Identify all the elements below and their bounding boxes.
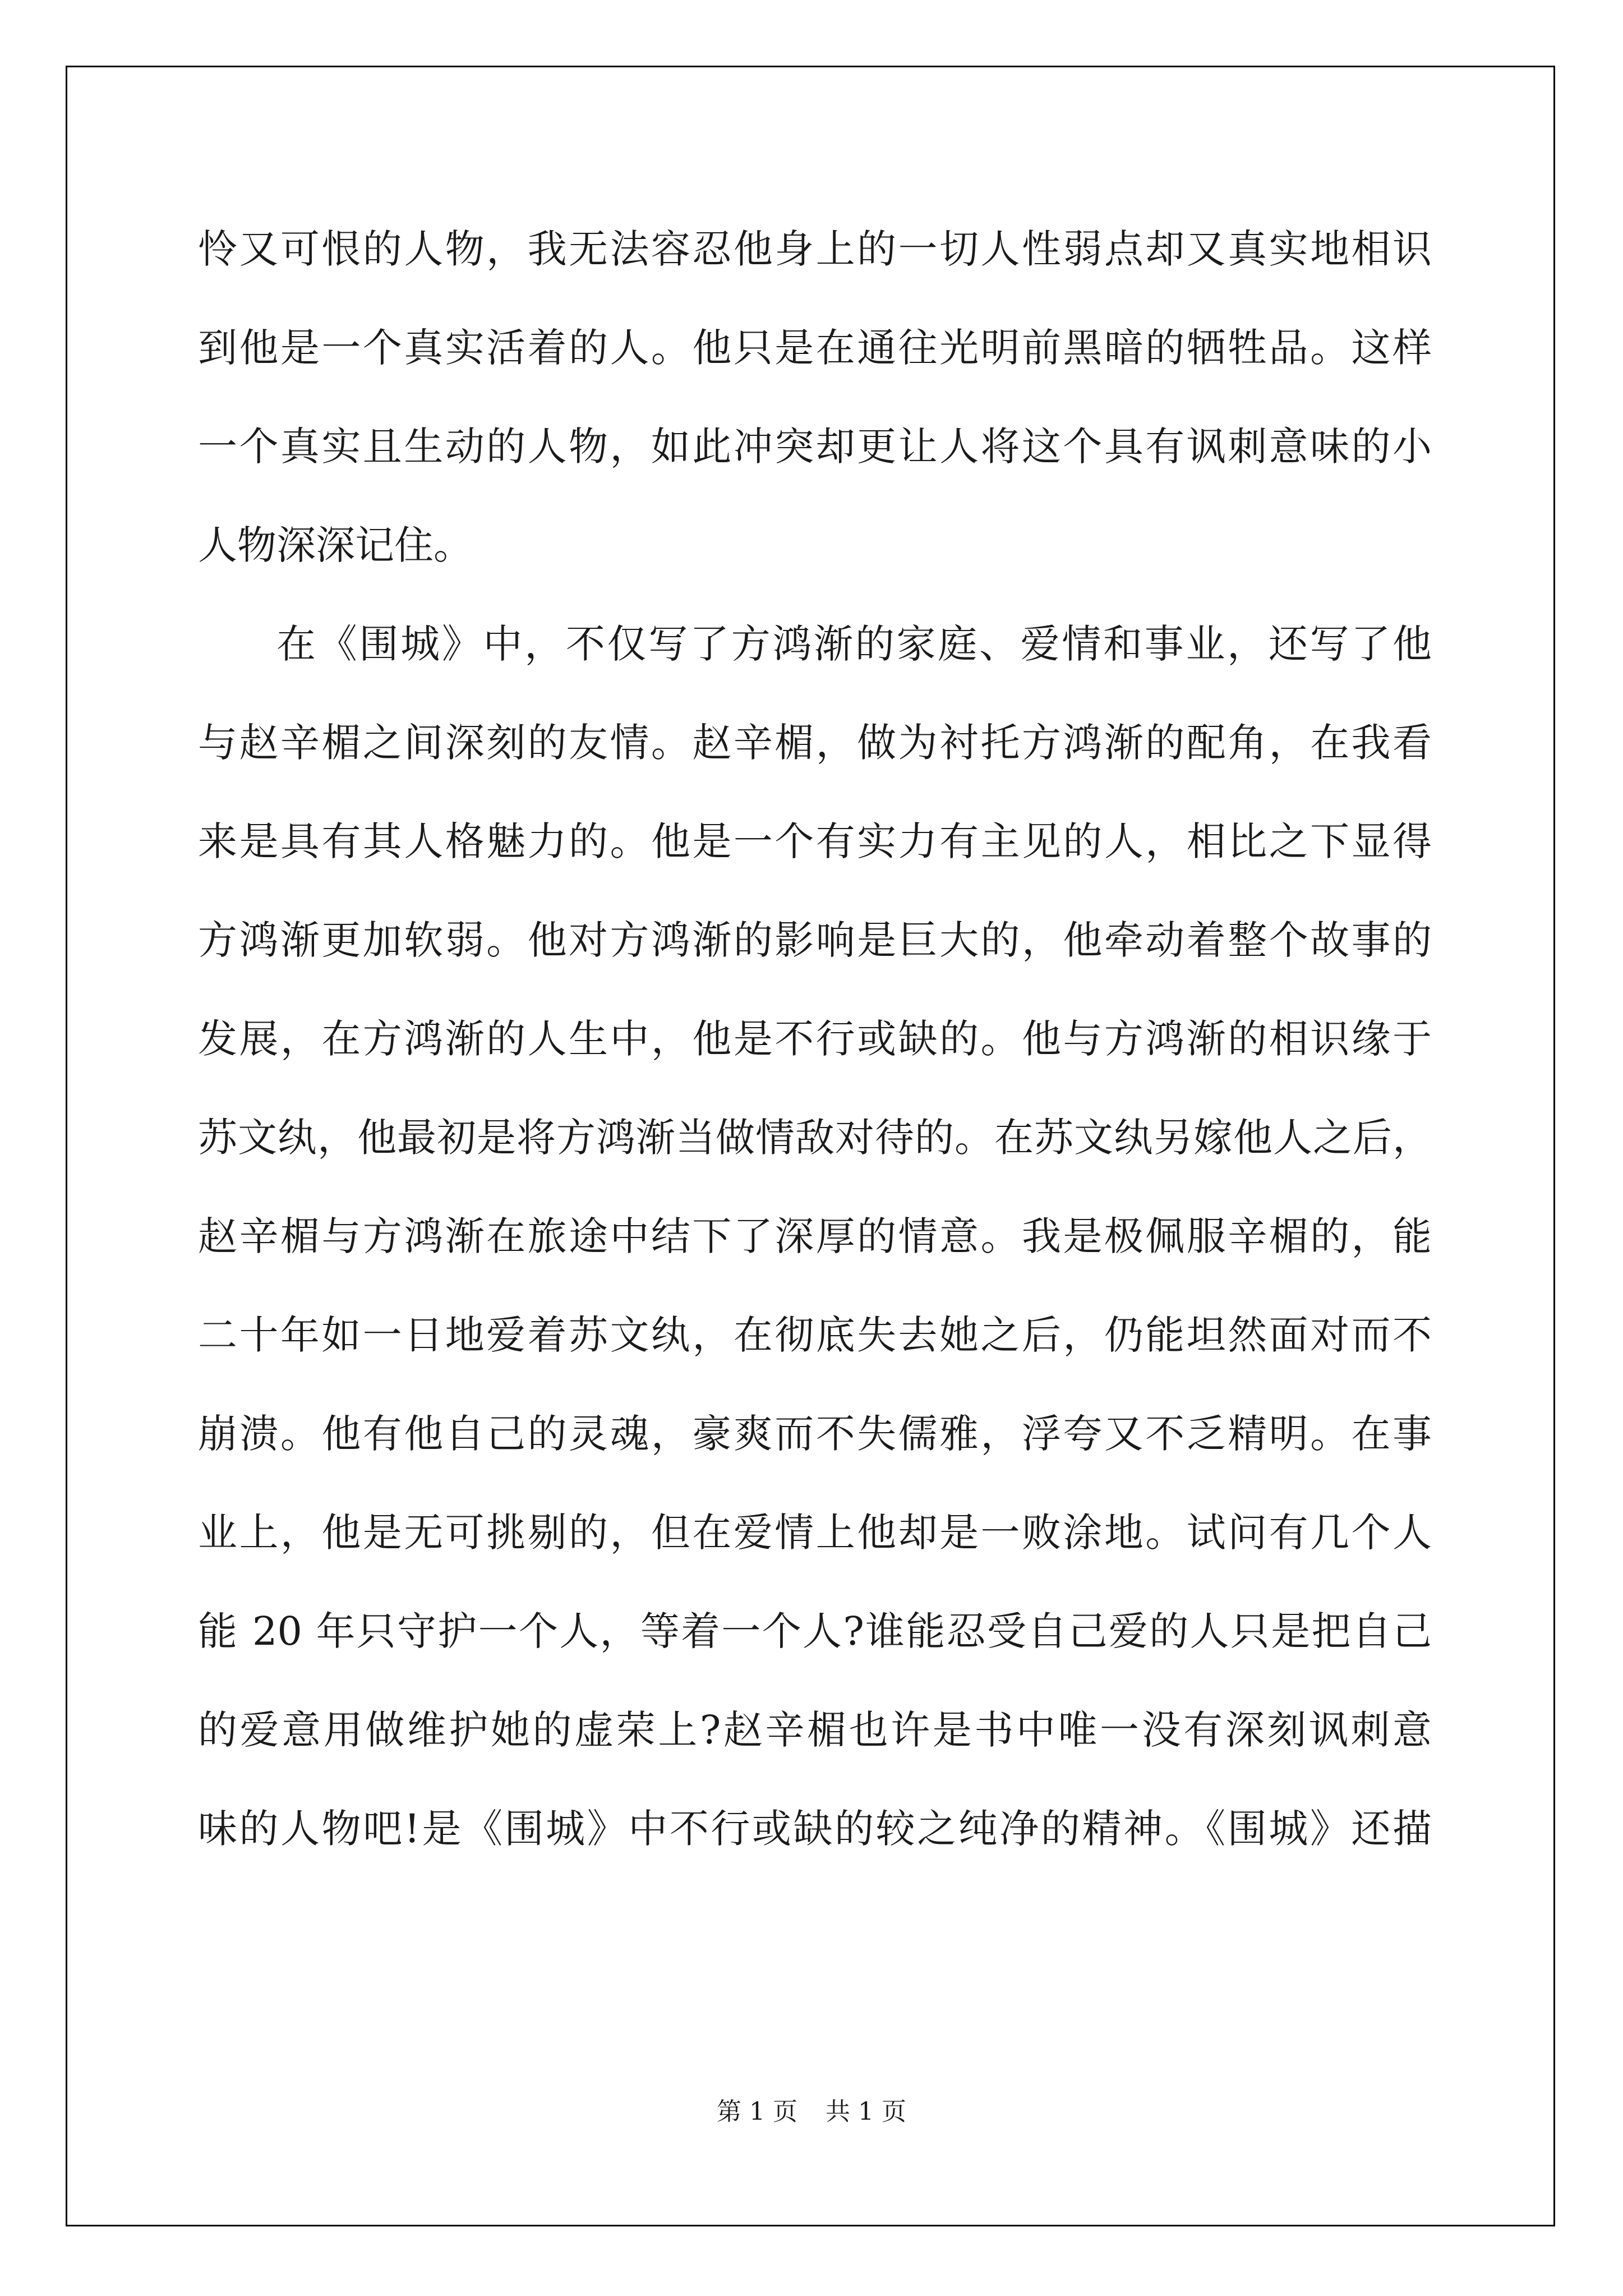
text-line: 怜又可恨的人物，我无法容忍他身上的一切人性弱点却又真实地相识: [198, 226, 1432, 272]
page-number: 第 1 页: [717, 2097, 797, 2126]
text-line: 赵辛楣与方鸿渐在旅途中结下了深厚的情意。我是极佩服辛楣的，能: [198, 1213, 1432, 1259]
text-line: 到他是一个真实活着的人。他只是在通往光明前黑暗的牺牲品。这样: [198, 325, 1432, 371]
text-line: 苏文纨，他最初是将方鸿渐当做情敌对待的。在苏文纨另嫁他人之后，: [198, 1115, 1432, 1161]
text-line: 能 20 年只守护一个人，等着一个人?谁能忍受自己爱的人只是把自己: [198, 1608, 1432, 1654]
text-line: 的爱意用做维护她的虚荣上?赵辛楣也许是书中唯一没有深刻讽刺意: [198, 1707, 1432, 1753]
text-line: 发展，在方鸿渐的人生中，他是不行或缺的。他与方鸿渐的相识缘于: [198, 1016, 1432, 1062]
text-line: 方鸿渐更加软弱。他对方鸿渐的影响是巨大的，他牵动着整个故事的: [198, 917, 1432, 963]
document-body: [198, 200, 1432, 1878]
text-line: 在《围城》中，不仅写了方鸿渐的家庭、爱情和事业，还写了他: [276, 621, 1432, 667]
page-footer: [0, 2091, 1623, 2127]
text-line: 业上，他是无可挑剔的，但在爱情上他却是一败涂地。试问有几个人: [198, 1510, 1432, 1556]
text-line: 人物深深记住。: [198, 522, 473, 568]
page-total: 共 1 页: [826, 2097, 906, 2126]
text-line: 一个真实且生动的人物，如此冲突却更让人将这个具有讽刺意味的小: [198, 424, 1432, 470]
text-line: 与赵辛楣之间深刻的友情。赵辛楣，做为衬托方鸿渐的配角，在我看: [198, 720, 1432, 766]
text-line: 味的人物吧!是《围城》中不行或缺的较之纯净的精神。《围城》还描: [198, 1806, 1432, 1852]
text-line: 崩溃。他有他自己的灵魂，豪爽而不失儒雅，浮夸又不乏精明。在事: [198, 1411, 1432, 1457]
text-line: 来是具有其人格魅力的。他是一个有实力有主见的人，相比之下显得: [198, 818, 1432, 864]
text-line: 二十年如一日地爱着苏文纨，在彻底失去她之后，仍能坦然面对而不: [198, 1312, 1432, 1358]
